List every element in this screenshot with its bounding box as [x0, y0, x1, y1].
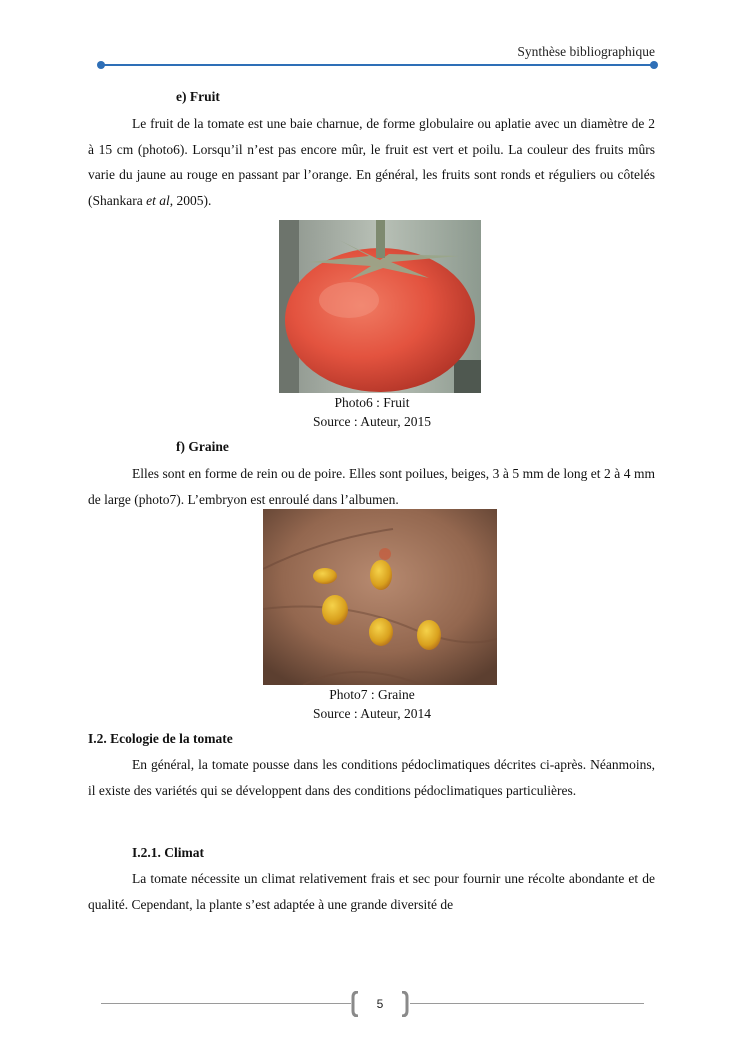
- caption-photo6: Photo6 : Fruit: [334, 395, 410, 410]
- header-rule-right-dot: [650, 61, 658, 69]
- paragraph-fruit-text-a: Le fruit de la tomate est une baie charnue, de forme globulaire ou aplatie avec un diamètre de 2 à 15 cm (photo6). Lorsqu’il n’est pas encore mûr, le fruit est vert et poilu. La couleur des fruits mûrs varie du jaune au rouge en passant par l’orange. En général, les fruits sont ronds et réguliers ou côtelés (Shankara: [88, 116, 655, 208]
- heading-graine: f) Graine: [176, 439, 229, 454]
- header-rule: [101, 64, 654, 66]
- tomato-fruit-image: [279, 220, 481, 393]
- footer-rule-left: [101, 1003, 351, 1004]
- photo-tomato-seeds: [263, 509, 497, 685]
- paragraph-fruit-et-al: et al: [146, 192, 170, 208]
- photo-tomato-fruit: [279, 220, 481, 393]
- source-photo6: Source : Auteur, 2015: [313, 414, 431, 429]
- paragraph-fruit: [88, 111, 655, 213]
- page-number: 5: [376, 997, 384, 1011]
- source-photo7: Source : Auteur, 2014: [313, 706, 431, 721]
- paragraph-graine: Elles sont en forme de rein ou de poire. Elles sont poilues, beiges, 3 à 5 mm de long et 2 à 4 mm de large (photo7). L’embryon est enroulé dans l’albumen.: [88, 466, 655, 507]
- paragraph-fruit-text-b: , 2005).: [169, 192, 212, 208]
- heading-fruit: e) Fruit: [176, 89, 220, 104]
- running-header: Synthèse bibliographique: [517, 44, 655, 59]
- heading-ecologie: I.2. Ecologie de la tomate: [88, 731, 233, 746]
- paragraph-climat: La tomate nécessite un climat relativement frais et sec pour fournir une récolte abondante et de qualité. Cependant, la plante s’est adaptée à une grande diversité de: [88, 871, 655, 912]
- paragraph-ecologie: En général, la tomate pousse dans les conditions pédoclimatiques décrites ci-après. Néanmoins, il existe des variétés qui se développent dans des conditions pédoclimatiques particulières.: [88, 757, 655, 798]
- tomato-seeds-image: [263, 509, 497, 685]
- heading-climat: I.2.1. Climat: [132, 845, 204, 860]
- caption-photo7: Photo7 : Graine: [329, 687, 415, 702]
- footer-rule-right: [410, 1003, 644, 1004]
